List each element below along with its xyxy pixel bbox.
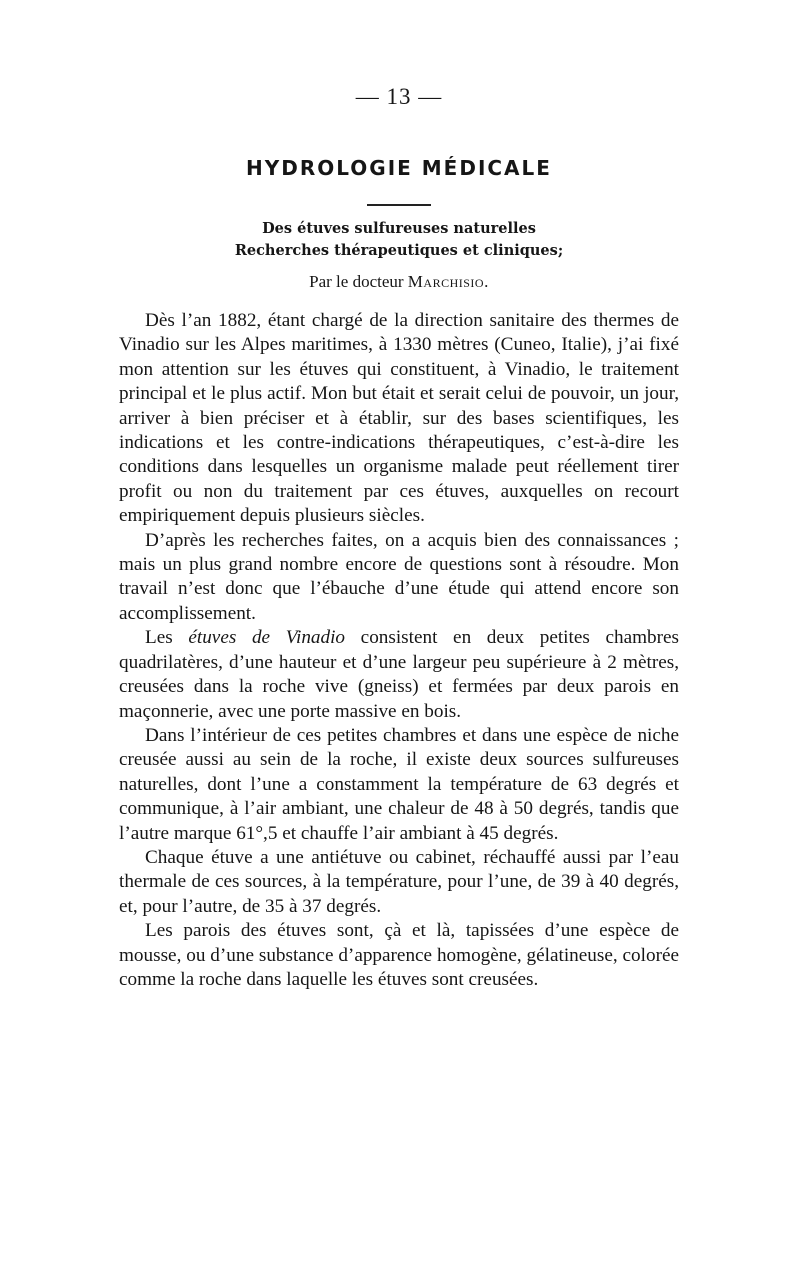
byline bbox=[119, 271, 679, 293]
article-body bbox=[119, 309, 679, 992]
subtitle-line-2: Recherches thérapeutiques et cliniques; bbox=[234, 242, 564, 259]
byline-prefix: Par le docteur bbox=[309, 272, 404, 291]
section-title: HYDROLOGIE MÉDICALE bbox=[246, 156, 552, 180]
paragraph-3 bbox=[119, 626, 679, 724]
paragraph-2: D’après les recherches faites, on a acquis bien des connaissances ; mais un plus grand nombre encore de questions sont à résoudre. Mon travail n’est donc que l’ébauche d’une étude qui attend encore son accomplissement. bbox=[119, 529, 679, 624]
title-divider bbox=[367, 204, 431, 206]
paragraph-1: Dès l’an 1882, étant chargé de la direction sanitaire des thermes de Vinadio sur les Alpes maritimes, à 1330 mètres (Cuneo, Italie), j’ai fixé mon attention sur les étuves qui constituent, à Vinadio, le traitement principal et le plus actif. Mon but était et serait celui de pouvoir, un jour, arriver à bien préciser et à établir, sur des bases scientifiques, les indications et les contre-indications thérapeutiques, c’est-à-dire les conditions dans lesquelles un organisme malade peut réellement tirer profit ou non du traitement par ces étuves, auxquelles on recourt empiriquement depuis plusieurs siècles. bbox=[119, 310, 679, 527]
paragraph-4: Dans l’intérieur de ces petites chambres et dans une espèce de niche creusée aussi au sein de la roche, il existe deux sources sulfureuses naturelles, dont l’une a constamment la température de 63 degrés et communique, à l’air ambiant, une chaleur de 48 à 50 degrés, tandis que l’autre marque 61°,5 et chauffe l’air ambiant à 45 degrés. bbox=[119, 724, 679, 844]
article-subtitle bbox=[119, 218, 679, 262]
author-name: Marchisio. bbox=[407, 272, 489, 291]
document-page bbox=[119, 82, 679, 992]
paragraph-5: Chaque étuve a une antiétuve ou cabinet, réchauffé aussi par l’eau thermale de ces sources, à la température, pour l’une, de 39 à 40 degrés, et, pour l’autre, de 35 à 37 degrés. bbox=[119, 846, 679, 917]
paragraph-3-lead: Les bbox=[145, 627, 173, 649]
paragraph-3-text: consistent en deux petites chambres quadrilatères, d’une hauteur et d’une largeur peu supérieure à 2 mètres, creusées dans la roche vive (gneiss) et fermées par deux parois en maçonnerie, avec une porte massive en bois. bbox=[119, 627, 679, 722]
subtitle-line-1: Des étuves sulfureuses naturelles bbox=[262, 220, 536, 237]
page-number: — 13 — bbox=[355, 84, 443, 109]
paragraph-6: Les parois des étuves sont, çà et là, tapissées d’une espèce de mousse, ou d’une substance d’apparence homogène, gélatineuse, colorée comme la roche dans laquelle les étuves sont creusées. bbox=[119, 920, 679, 990]
paragraph-3-italic: étuves de Vinadio bbox=[188, 627, 346, 649]
